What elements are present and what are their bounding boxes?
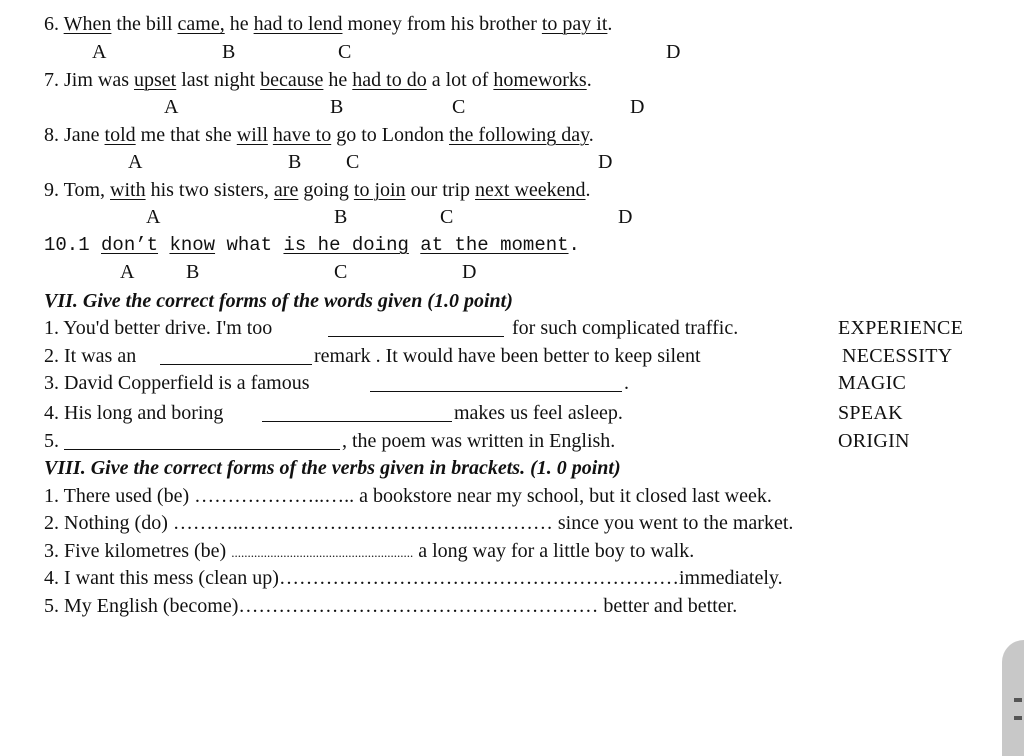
- scroll-grip-icon: [1014, 716, 1022, 720]
- vii-item-5-after: , the poem was written in English.: [342, 430, 616, 452]
- vii-item-2-after: remark . It would have been better to keep silent: [314, 345, 701, 367]
- option-c: have to: [272, 124, 332, 146]
- letter-c: C: [338, 41, 352, 63]
- option-c: had to do: [352, 69, 427, 91]
- letter-d: D: [462, 261, 477, 283]
- answer-blank: [328, 336, 504, 337]
- letter-d: D: [598, 151, 613, 173]
- option-c: is he doing: [283, 234, 409, 256]
- viii-item-5: 5. My English (become)……………………………………………… better and better.: [44, 595, 738, 617]
- answer-blank: [370, 391, 622, 392]
- letter-d: D: [630, 96, 645, 118]
- option-a: upset: [134, 69, 177, 91]
- option-b: because: [260, 69, 324, 91]
- letter-d: D: [666, 41, 681, 63]
- option-b: are: [273, 179, 299, 201]
- option-a: don’t: [101, 234, 159, 256]
- answer-blank: [262, 421, 452, 422]
- letter-a: A: [120, 261, 135, 283]
- scroll-grip-icon: [1014, 698, 1022, 702]
- question-10: 10.1 don’t know what is he doing at the moment.: [44, 234, 580, 256]
- option-a: with: [110, 179, 146, 201]
- option-c: had to lend: [253, 13, 343, 35]
- viii-item-1: 1. There used (be) ………………..….. a bookstore near my school, but it closed last week.: [44, 485, 772, 507]
- option-a: When: [63, 13, 112, 35]
- vii-item-3-after: .: [624, 372, 629, 394]
- option-d: at the moment: [420, 234, 569, 256]
- letter-c: C: [334, 261, 348, 283]
- given-word: ORIGIN: [838, 430, 910, 452]
- letter-a: A: [92, 41, 107, 63]
- vii-item-4-text: 4. His long and boring: [44, 402, 224, 424]
- letter-d: D: [618, 206, 633, 228]
- letter-b: B: [330, 96, 344, 118]
- section-vii-heading: VII. Give the correct forms of the words given (1.0 point): [44, 290, 513, 312]
- vii-item-2-text: 2. It was an: [44, 345, 137, 367]
- vii-item-1-text: 1. You'd better drive. I'm too: [44, 317, 273, 339]
- letter-b: B: [222, 41, 236, 63]
- option-b: know: [169, 234, 216, 256]
- given-word: EXPERIENCE: [838, 317, 964, 339]
- option-d: to pay it: [541, 13, 608, 35]
- section-viii-heading: VIII. Give the correct forms of the verbs given in brackets. (1. 0 point): [44, 457, 621, 479]
- answer-dots: ………………..…..: [194, 485, 355, 507]
- answer-dots: ……………………………………………………: [278, 567, 679, 589]
- answer-blank: [160, 364, 312, 365]
- option-c: to join: [353, 179, 406, 201]
- letter-c: C: [346, 151, 360, 173]
- answer-blank: [64, 449, 340, 450]
- vii-item-3-text: 3. David Copperfield is a famous: [44, 372, 310, 394]
- option-a: told: [104, 124, 136, 146]
- question-9: 9. Tom, with his two sisters, are going to join our trip next weekend.: [44, 179, 591, 201]
- letter-b: B: [186, 261, 200, 283]
- question-6: 6. When the bill came, he had to lend money from his brother to pay it.: [44, 13, 613, 35]
- letter-c: C: [440, 206, 454, 228]
- question-7: 7. Jim was upset last night because he had to do a lot of homeworks.: [44, 69, 592, 91]
- given-word: NECESSITY: [842, 345, 953, 367]
- answer-dots: ………..……………………………..…………: [172, 512, 553, 534]
- vii-item-5-text: 5.: [44, 430, 59, 452]
- viii-item-2: 2. Nothing (do) ………..……………………………..………… since you went to the market.: [44, 512, 794, 534]
- vii-item-4-after: makes us feel asleep.: [454, 402, 623, 424]
- letter-c: C: [452, 96, 466, 118]
- answer-dots: ........................................................: [231, 545, 414, 560]
- letter-a: A: [128, 151, 143, 173]
- letter-b: B: [288, 151, 302, 173]
- given-word: MAGIC: [838, 372, 907, 394]
- option-d: the following day: [448, 124, 589, 146]
- option-b: came,: [177, 13, 225, 35]
- letter-b: B: [334, 206, 348, 228]
- viii-item-3: 3. Five kilometres (be) ........................................................ a long way for a little boy to walk.: [44, 540, 695, 562]
- answer-dots: ………………………………………………: [238, 595, 599, 617]
- scrollbar-thumb[interactable]: [1002, 640, 1024, 756]
- question-8: 8. Jane told me that she will have to go to London the following day.: [44, 124, 594, 146]
- option-d: homeworks: [493, 69, 587, 91]
- vii-item-1-after: for such complicated traffic.: [512, 317, 739, 339]
- letter-a: A: [146, 206, 161, 228]
- option-b: will: [236, 124, 268, 146]
- letter-a: A: [164, 96, 179, 118]
- given-word: SPEAK: [838, 402, 903, 424]
- viii-item-4: 4. I want this mess (clean up)……………………………………………………immediately.: [44, 567, 783, 589]
- option-d: next weekend: [475, 179, 586, 201]
